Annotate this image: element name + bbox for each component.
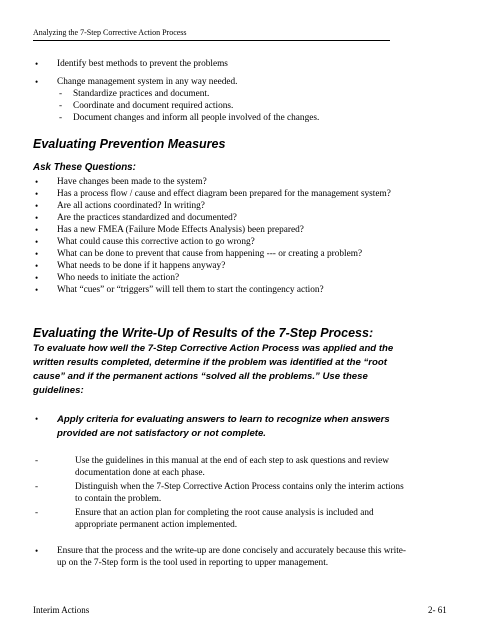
list-item: Change management system in any way needed. <box>57 77 238 87</box>
bullet-icon: • <box>35 285 39 295</box>
question-item: Has a process flow / cause and effect diagram been prepared for the management system? <box>57 189 391 199</box>
dash-marker: - <box>35 508 39 518</box>
dash-marker: - <box>35 456 39 466</box>
question-item: Are all actions coordinated? In writing? <box>57 201 205 211</box>
apply-line: provided are not satisfactory or not complete. <box>57 428 266 439</box>
bullet-icon: • <box>35 414 39 424</box>
sub-list-item: Standardize practices and document. <box>73 89 210 99</box>
intro-line: guidelines: <box>33 385 84 396</box>
intro-line: cause” and if the permanent actions “solved all the problems.” Use these <box>33 371 368 382</box>
intro-line: To evaluate how well the 7-Step Corrective Action Process was applied and the <box>33 343 394 354</box>
question-item: Are the practices standardized and documented? <box>57 213 237 223</box>
bullet-icon: • <box>35 213 39 223</box>
guideline-line: Use the guidelines in this manual at the end of each step to ask questions and review <box>75 456 389 466</box>
list-item: Identify best methods to prevent the problems <box>57 59 228 69</box>
question-item: What needs to be done if it happens anyway? <box>57 261 226 271</box>
section-heading: Evaluating the Write-Up of Results of the 7-Step Process: <box>33 326 374 340</box>
bullet-icon: • <box>35 177 39 187</box>
question-item: What “cues” or “triggers” will tell them to start the contingency action? <box>57 285 324 295</box>
sub-list-item: Document changes and inform all people involved of the changes. <box>73 113 320 123</box>
header-divider <box>33 40 390 41</box>
question-item: Who needs to initiate the action? <box>57 273 180 283</box>
dash-marker: - <box>59 101 63 111</box>
guideline-line: Ensure that an action plan for completing the root cause analysis is included and <box>75 508 374 518</box>
bullet-icon: • <box>35 273 39 283</box>
question-item: What can be done to prevent that cause from happening --- or creating a problem? <box>57 249 363 259</box>
dash-marker: - <box>35 482 39 492</box>
section-heading: Evaluating Prevention Measures <box>33 137 226 151</box>
apply-line: Apply criteria for evaluating answers to learn to recognize when answers <box>57 414 390 425</box>
bullet-icon: • <box>35 237 39 247</box>
footer-section-title: Interim Actions <box>33 605 90 615</box>
sub-list-item: Coordinate and document required actions. <box>73 101 234 111</box>
bullet-icon: • <box>35 77 39 87</box>
dash-marker: - <box>59 89 63 99</box>
bullet-icon: • <box>35 261 39 271</box>
guideline-line: Distinguish when the 7-Step Corrective Action Process contains only the interim actions <box>75 482 404 492</box>
subheading: Ask These Questions: <box>33 162 136 173</box>
guideline-line: to contain the problem. <box>75 494 162 504</box>
bullet-icon: • <box>35 249 39 259</box>
intro-line: written results completed, determine if the problem was identified at the “root <box>33 357 387 368</box>
final-line: Ensure that the process and the write-up are done concisely and accurately because this write- <box>57 546 407 556</box>
final-line: up on the 7-Step form is the tool used in reporting to upper management. <box>57 558 329 568</box>
guideline-line: documentation done at each phase. <box>75 468 205 478</box>
bullet-icon: • <box>35 59 39 69</box>
guideline-line: appropriate permanent action implemented. <box>75 520 238 530</box>
question-item: Have changes been made to the system? <box>57 177 207 187</box>
page-number: 2- 61 <box>428 605 447 615</box>
question-item: What could cause this corrective action to go wrong? <box>57 237 255 247</box>
bullet-icon: • <box>35 225 39 235</box>
bullet-icon: • <box>35 546 39 556</box>
question-item: Has a new FMEA (Failure Mode Effects Analysis) been prepared? <box>57 225 304 235</box>
dash-marker: - <box>59 113 63 123</box>
bullet-icon: • <box>35 201 39 211</box>
bullet-icon: • <box>35 189 39 199</box>
running-header: Analyzing the 7-Step Corrective Action Process <box>33 28 187 37</box>
